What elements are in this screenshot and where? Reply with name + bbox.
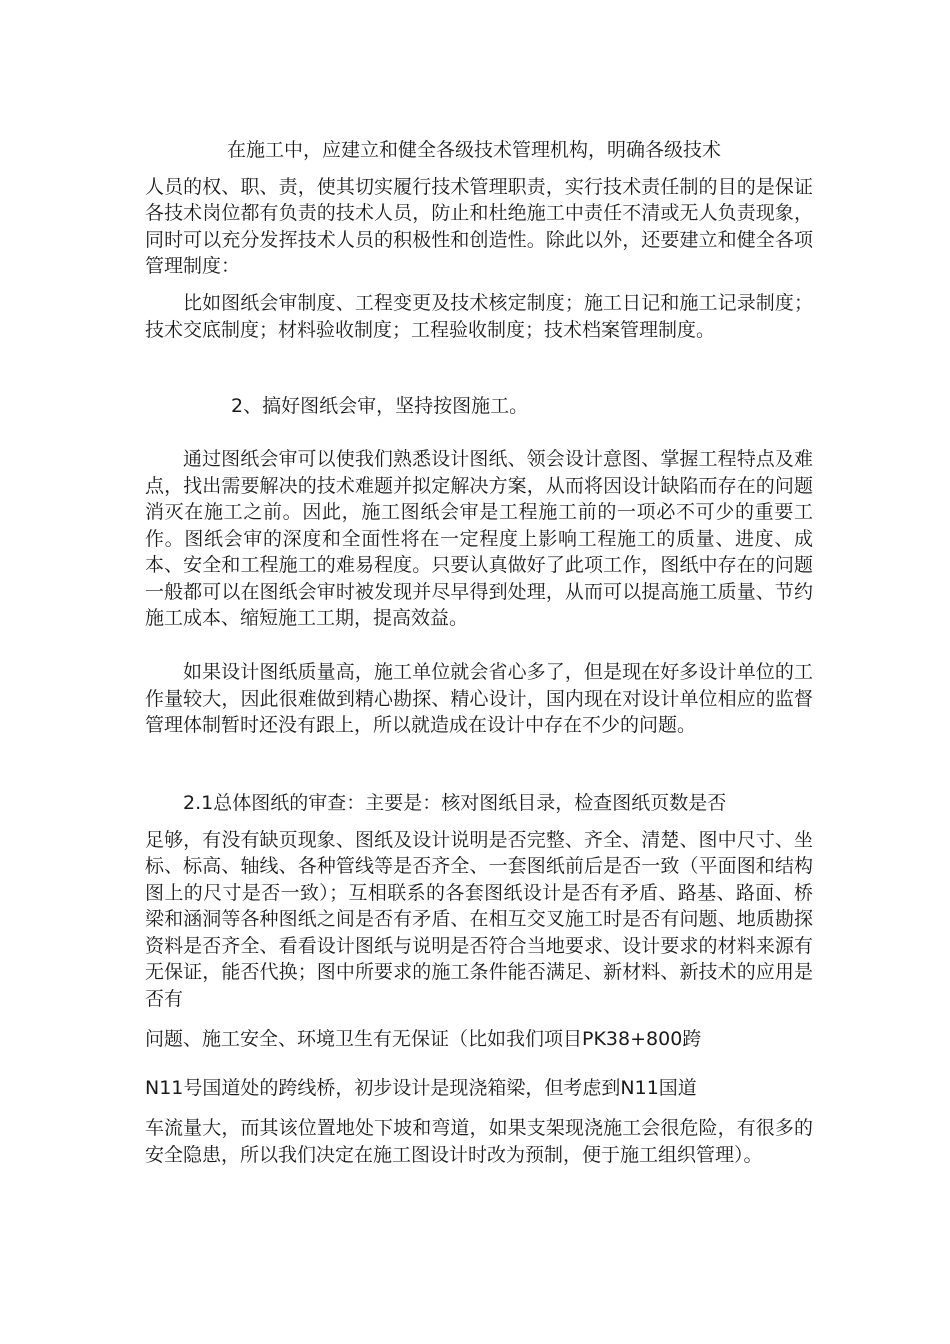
paragraph-5-body: 足够，有没有缺页现象、图纸及设计说明是否完整、齐全、清楚、图中尺寸、坐 标、标高、轴线、各种管线等是否齐全、一套图纸前后是否一致（平面图和结构图上的尺寸是否一致）；互相联系的各套图纸设计是否有矛盾、路基、路面、桥梁和涵洞等各种图纸之间是否有矛盾、在相互交叉施工时是否有问题、地质勘探资料是否齐全、看看设计图纸与说明是否符合当地要求、设计要求的材料来源有无保证，能否代换；图中所要求的施工条件能否满足、新材料、新技术的应用是否有 (145, 828, 833, 1010)
paragraph-4: 如果设计图纸质量高，施工单位就会省心多了，但是现在好多设计单位的工作量较大，因此很难做到精心勘探、精心设计，国内现在对设计单位相应的监督管理体制暂时还没有跟上，所以就造成在设计中存在不少的问题。 (145, 661, 813, 736)
subsection-number: 2.1 (183, 792, 214, 814)
line-9-end: 跨 (682, 1028, 702, 1050)
paragraph-5-tail: 车流量大，而其该位置地处下坡和弯道，如果支架现浇施工会很危险，有很多的安全隐患，所以我们决定在施工图设计时改为预制，便于施工组织管理）。 (145, 1117, 813, 1166)
stake-number: PK38+800 (582, 1028, 683, 1050)
road-code-1: N11 (145, 1076, 184, 1099)
section-heading-2 (145, 393, 813, 420)
paragraph-5-line-10 (145, 1075, 813, 1102)
line-10-text: 号国道处的跨线桥，初步设计是现浇箱梁，但考虑到 (183, 1076, 621, 1099)
paragraph-1 (145, 137, 813, 280)
section-number: 2 (231, 395, 244, 417)
paragraph-5-line-9 (145, 1026, 813, 1053)
paragraph-1-first-line: 在施工中，应建立和健全各级技术管理机构，明确各级技术 (227, 139, 722, 161)
paragraph-2: 比如图纸会审制度、工程变更及技术核定制度；施工日记和施工记录制度；技术交底制度；材料验收制度；工程验收制度；技术档案管理制度。 (145, 292, 813, 341)
line-10-end: 国道 (658, 1076, 697, 1099)
road-code-2: N11 (620, 1076, 659, 1099)
paragraph-3: 通过图纸会审可以使我们熟悉设计图纸、领会设计意图、掌握工程特点及难点，找出需要解决的技术难题并拟定解决方案，从而将因设计缺陷而存在的问题消灭在施工之前。因此，施工图纸会审是工程施工前的一项必不可少的重要工作。图纸会审的深度和全面性将在一定程度上影响工程施工的质量、进度、成本、安全和工程施工的难易程度。只要认真做好了此项工作，图纸中存在的问题一般都可以在图纸会审时被发现并尽早得到处理，从而可以提高施工质量、节约施工成本、缩短施工工期，提高效益。 (145, 448, 813, 629)
paragraph-1-body: 人员的权、职、责，使其切实履行技术管理职责，实行技术责任制的目的是保证各技术岗位都有负责的技术人员，防止和杜绝施工中责任不清或无人负责现象，同时可以充分发挥技术人员的积极性和创造性。除此以外，还要建立和健全各项管理制度： (145, 175, 813, 277)
line-9-text: 问题、施工安全、环境卫生有无保证（比如我们项目 (145, 1028, 583, 1050)
paragraph-5 (145, 790, 833, 1168)
section-title: 、搞好图纸会审，坚持按图施工。 (243, 395, 529, 417)
subsection-lead: 总体图纸的审查：主要是：核对图纸目录，检查图纸页数是否 (213, 792, 727, 814)
paragraph-5-first-line (145, 790, 813, 817)
